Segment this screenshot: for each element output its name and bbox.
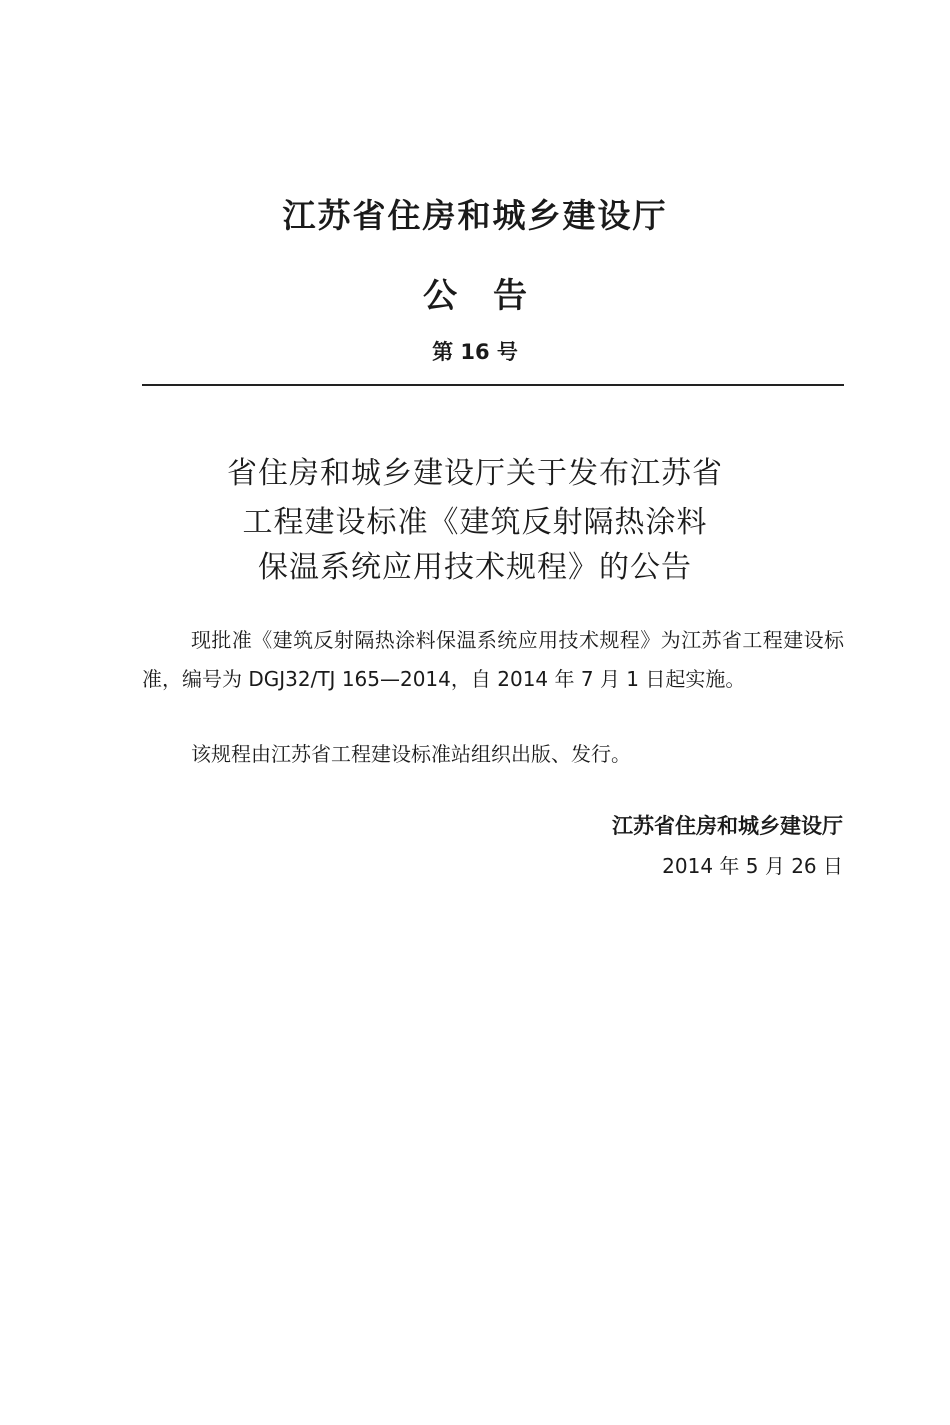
body-paragraph-1: 现批准《建筑反射隔热涂料保温系统应用技术规程》为江苏省工程建设标准，编号为 DGJ32/TJ 165—2014，自 2014 年 7 月 1 日起实施。	[142, 628, 844, 691]
title-line-1: 省住房和城乡建设厅关于发布江苏省	[227, 456, 723, 491]
signature-date: 2014 年 5 月 26 日	[662, 854, 843, 878]
document-number: 第 16 号	[432, 340, 518, 364]
issuer-heading: 江苏省住房和城乡建设厅	[282, 196, 668, 235]
header-divider	[142, 384, 844, 386]
body-paragraph-2: 该规程由江苏省工程建设标准站组织出版、发行。	[191, 742, 631, 766]
signature-organization: 江苏省住房和城乡建设厅	[612, 814, 843, 838]
document-type-heading: 公告	[423, 276, 563, 316]
title-line-2: 工程建设标准《建筑反射隔热涂料	[242, 505, 708, 540]
title-line-3: 保温系统应用技术规程》的公告	[258, 550, 692, 585]
